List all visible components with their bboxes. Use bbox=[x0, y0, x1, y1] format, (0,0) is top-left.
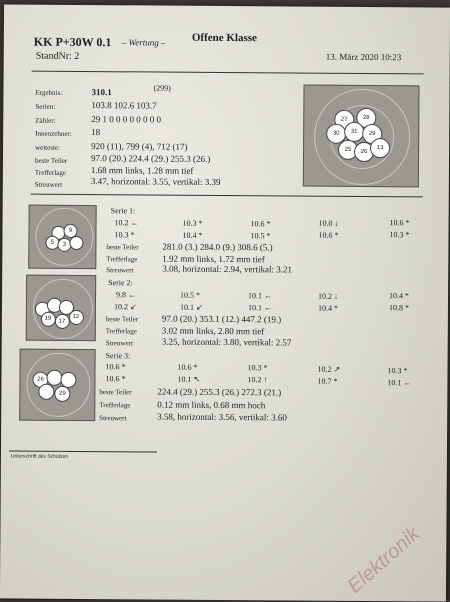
trefferlage-value: 1.68 mm links, 1.28 mm tief bbox=[90, 165, 194, 176]
shot-value: 10.0 ↓ bbox=[318, 218, 339, 228]
shot-value: 10.3 * bbox=[387, 366, 408, 376]
hole-label: 31 bbox=[350, 128, 358, 135]
trefferlage-label: Trefferlage bbox=[34, 168, 67, 177]
signature-line bbox=[9, 450, 157, 452]
hole-label: 9 bbox=[68, 227, 73, 234]
teiler-label: beste Teiler bbox=[34, 156, 68, 165]
hole-label: 13 bbox=[376, 145, 384, 152]
hole-label: 26 bbox=[37, 376, 44, 383]
shot-value: 10.2 ↓ bbox=[318, 291, 339, 301]
serien-label: Serien: bbox=[35, 102, 56, 111]
innenzehner-value: 18 bbox=[91, 127, 101, 138]
hole-label: 29 bbox=[368, 131, 376, 138]
stand-number: StandNr: 2 bbox=[35, 50, 80, 62]
summary-divider bbox=[31, 194, 423, 198]
shot-value: 10.1 ← bbox=[247, 303, 272, 313]
date-time: 13. März 2020 10:23 bbox=[325, 51, 402, 63]
streuwert-label: Streuwert bbox=[34, 180, 63, 189]
shot-value: 9.8 ← bbox=[116, 290, 137, 300]
shot-value: 10.8 * bbox=[388, 303, 410, 313]
weiteste-label: weiteste: bbox=[35, 143, 60, 152]
hole-label: 19 bbox=[44, 315, 52, 322]
shot-value: 10.2 ↙ bbox=[113, 302, 137, 312]
shot-value: 10.4 * bbox=[317, 303, 338, 313]
serie1-streu-label: Streuwert bbox=[106, 266, 134, 275]
shot-value: 10.6 * bbox=[105, 374, 126, 384]
summary-target-image bbox=[303, 85, 420, 188]
shot-value: 10.2 ↑ bbox=[247, 375, 268, 385]
hole-label: 30 bbox=[332, 130, 340, 137]
serie1-title: Serie 1: bbox=[110, 206, 136, 216]
serie3-title: Serie 3: bbox=[105, 351, 131, 361]
hole-label: 27 bbox=[340, 116, 348, 123]
shot-value: 10.6 * bbox=[389, 218, 410, 228]
shot-value: 10.5 * bbox=[180, 290, 201, 300]
shot-value: 10.1 ↙ bbox=[179, 302, 203, 312]
weiteste-values: 920 (11), 799 (4), 712 (17) bbox=[91, 141, 188, 152]
teiler-values: 97.0 (20.) 224.4 (29.) 255.3 (26.) bbox=[90, 153, 211, 164]
serie3-lage-label: Trefferlage bbox=[99, 401, 131, 410]
hole-label: 28 bbox=[362, 114, 370, 122]
streuwert-value: 3.47, horizontal: 3.55, vertikal: 3.39 bbox=[90, 176, 221, 187]
serie3-teiler: 224.4 (29.) 255.3 (26.) 272.3 (21.) bbox=[157, 386, 282, 398]
shot-value: 10.5 * bbox=[250, 231, 271, 241]
hole-label: 26 bbox=[360, 148, 368, 155]
hole-label: 17 bbox=[58, 318, 66, 325]
wertung-label: – Wertung – bbox=[121, 37, 166, 48]
shot-value: 10.2 ↗ bbox=[317, 364, 341, 374]
score-sheet bbox=[0, 4, 450, 601]
shot-value: 10.6 * bbox=[177, 362, 198, 372]
serie3-lage: 0.12 mm links, 0.68 mm hoch bbox=[157, 399, 266, 411]
shot-value: 10.6 * bbox=[105, 362, 126, 372]
hole-label: 3 bbox=[62, 241, 67, 248]
shot-value: 10.6 * bbox=[318, 230, 339, 240]
header-divider bbox=[32, 71, 424, 75]
shot-value: 10.1 ← bbox=[248, 291, 273, 301]
ergebnis-paren: (299) bbox=[153, 83, 171, 93]
discipline-title: KK P+30W 0.1 bbox=[33, 34, 112, 50]
serie3-teiler-label: beste Teiler bbox=[99, 388, 132, 397]
shot-value: 10.1 ↖ bbox=[177, 374, 201, 384]
zaehler-label: Zähler: bbox=[35, 116, 56, 125]
zaehler-values: 29 1 0 0 0 0 0 0 0 0 bbox=[91, 114, 162, 125]
serie2-title: Serie 2: bbox=[108, 278, 133, 288]
serien-values: 103.8 102.6 103.7 bbox=[91, 100, 157, 111]
serie1-target-image bbox=[28, 205, 96, 269]
hole-label: 29 bbox=[58, 390, 66, 397]
serie1-teiler-label: beste Teiler bbox=[106, 243, 139, 252]
ergebnis-value: 310.1 bbox=[91, 87, 112, 98]
serie3-target-image bbox=[19, 349, 96, 422]
shot-value: 10.3 * bbox=[114, 230, 135, 240]
shot-value: 10.7 * bbox=[317, 376, 338, 386]
serie3-streu-label: Streuwert bbox=[99, 414, 127, 423]
shot-value: 10.3 * bbox=[247, 363, 268, 373]
hole-label: 5 bbox=[50, 239, 55, 246]
serie2-teiler-label: beste Teiler bbox=[105, 315, 139, 324]
serie1-lage-label: Trefferlage bbox=[106, 255, 138, 264]
shot-value: 10.3 * bbox=[389, 230, 410, 240]
shot-value: 10.4 * bbox=[182, 230, 203, 240]
signature-label: Unterschrift des Schützen bbox=[10, 453, 69, 460]
hole-label: 12 bbox=[72, 313, 80, 320]
innenzehner-label: Innenzehner: bbox=[35, 129, 72, 138]
serie1-streu: 3.08, horizontal: 2.94, vertikal: 3.21 bbox=[162, 263, 293, 275]
serie2-teiler: 97.0 (20.) 353.1 (12.) 447.2 (19.) bbox=[161, 313, 282, 325]
shot-value: 10.2 ← bbox=[114, 218, 139, 228]
hole-label: 25 bbox=[344, 146, 352, 153]
elektronik-watermark: Elektronik bbox=[343, 522, 424, 598]
shot-value: 10.4 * bbox=[389, 291, 410, 301]
serie1-teiler: 281.0 (3.) 284.0 (9.) 308.6 (5.) bbox=[162, 241, 273, 253]
class-label: Offene Klasse bbox=[191, 31, 257, 45]
shot-value: 10.3 * bbox=[182, 218, 203, 228]
serie2-lage: 3.02 mm links, 2.80 mm tief bbox=[161, 325, 265, 337]
ergebnis-label: Ergebnis: bbox=[35, 88, 63, 97]
serie2-target-image bbox=[26, 275, 96, 341]
serie3-streu: 3.58, horizontal: 3.56, vertikal: 3.60 bbox=[157, 411, 287, 423]
shot-value: 10.1 ← bbox=[387, 378, 412, 388]
serie2-lage-label: Trefferlage bbox=[105, 327, 137, 336]
serie2-streu-label: Streuwert bbox=[105, 339, 133, 348]
shot-value: 10.6 * bbox=[250, 219, 271, 229]
serie2-streu: 3.25, horizontal: 3.80, vertikal: 2.57 bbox=[161, 336, 292, 348]
serie1-lage: 1.92 mm links, 1.72 mm tief bbox=[162, 253, 265, 265]
